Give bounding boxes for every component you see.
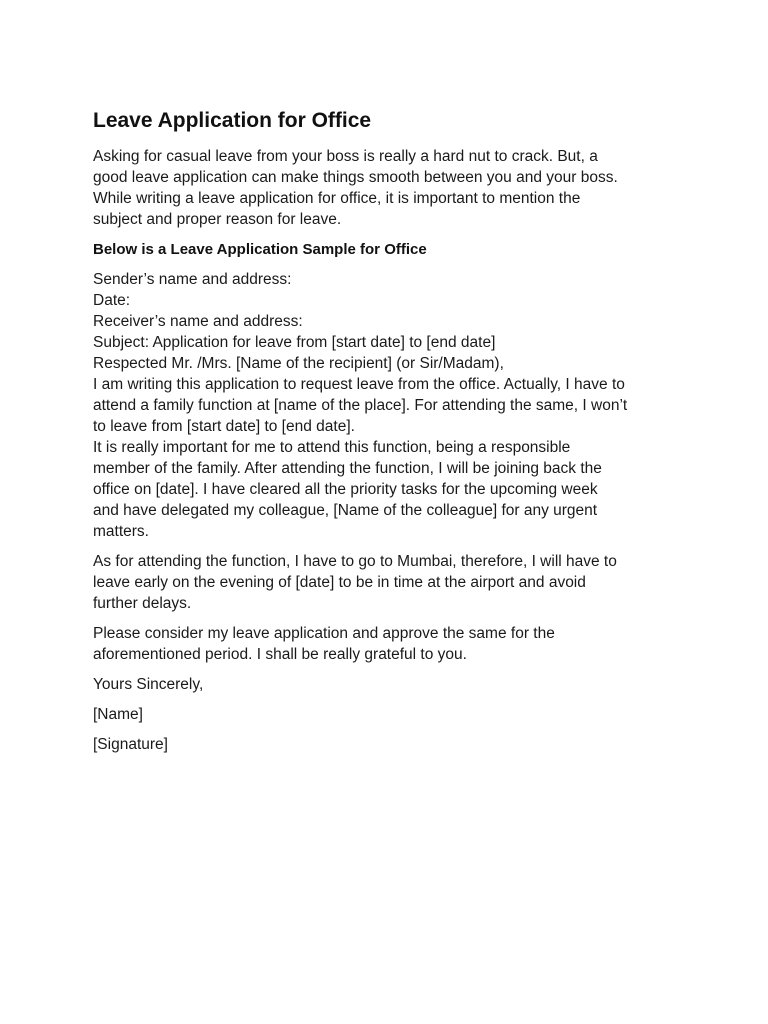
name-placeholder: [Name] <box>93 706 143 723</box>
letter-line: member of the family. After attending the function, I will be joining back the <box>93 460 602 477</box>
letter-line: to leave from [start date] to [end date]. <box>93 418 355 435</box>
closing-line: Yours Sincerely, <box>93 676 204 693</box>
salutation-line: Respected Mr. /Mrs. [Name of the recipient] (or Sir/Madam), <box>93 355 504 372</box>
travel-line: leave early on the evening of [date] to be in time at the airport and avoid <box>93 574 586 591</box>
page-title: Leave Application for Office <box>93 109 372 132</box>
letter-line: office on [date]. I have cleared all the priority tasks for the upcoming week <box>93 481 598 498</box>
intro-paragraph <box>93 146 693 230</box>
date-line: Date: <box>93 292 131 309</box>
travel-paragraph <box>93 551 693 614</box>
letter-body <box>93 269 693 542</box>
letter-line: It is really important for me to attend this function, being a responsible <box>93 439 571 456</box>
sample-subheading: Below is a Leave Application Sample for Office <box>93 241 427 258</box>
travel-line: As for attending the function, I have to go to Mumbai, therefore, I will have to <box>93 553 617 570</box>
intro-line: While writing a leave application for office, it is important to mention the <box>93 190 581 207</box>
intro-line: good leave application can make things smooth between you and your boss. <box>93 169 618 186</box>
travel-line: further delays. <box>93 595 192 612</box>
sender-line: Sender’s name and address: <box>93 271 292 288</box>
letter-line: matters. <box>93 523 149 540</box>
subject-line: Subject: Application for leave from [start date] to [end date] <box>93 334 496 351</box>
intro-line: Asking for casual leave from your boss is really a hard nut to crack. But, a <box>93 148 598 165</box>
request-line: Please consider my leave application and approve the same for the <box>93 625 555 642</box>
request-paragraph <box>93 623 693 665</box>
document-body <box>93 106 693 764</box>
signature-placeholder: [Signature] <box>93 736 168 753</box>
letter-line: attend a family function at [name of the place]. For attending the same, I won’t <box>93 397 628 414</box>
letter-line: I am writing this application to request leave from the office. Actually, I have to <box>93 376 625 393</box>
request-line: aforementioned period. I shall be really grateful to you. <box>93 646 467 663</box>
letter-line: and have delegated my colleague, [Name of the colleague] for any urgent <box>93 502 598 519</box>
receiver-line: Receiver’s name and address: <box>93 313 303 330</box>
intro-line: subject and proper reason for leave. <box>93 211 342 228</box>
